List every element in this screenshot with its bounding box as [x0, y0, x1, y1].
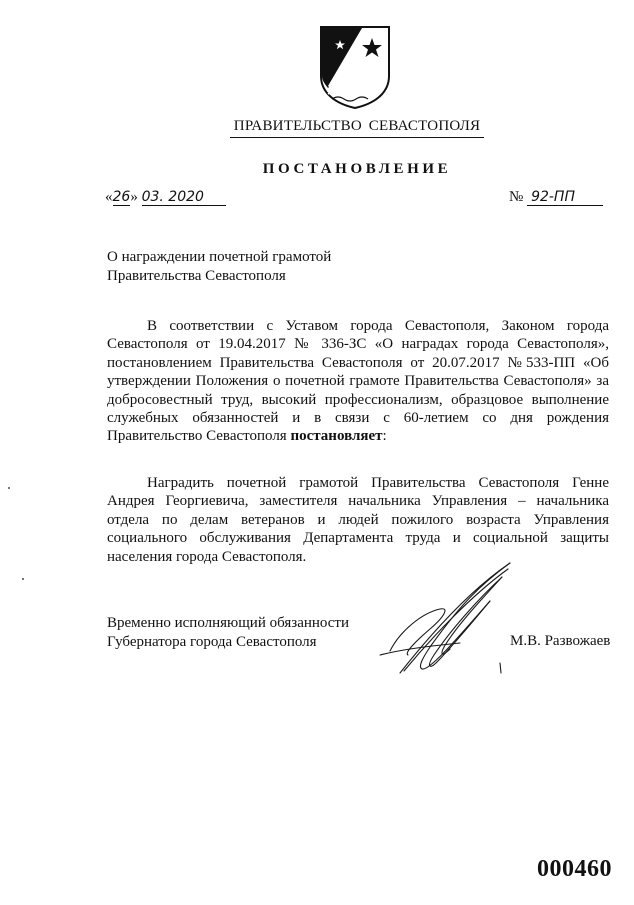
government-name: [0, 118, 634, 138]
date-month-year: 03. 2020: [142, 189, 226, 206]
preamble-text: В соответствии с Уставом города Севастополя, Законом города Севастополя от 19.04.2017 № 336-ЗС «О наградах города Севастополя», постановлением Правительства Севастополя от 20.07.2017 №533-ПП «Об утверждении Положения о почетной грамоте Правительства Севастополя» за добросовестный труд, высокий профессионализм, образцовое выполнение служебных обязанностей и в связи с 60-летием со дня рождения Правительство Севастополя: [107, 318, 609, 445]
form-serial-number: 000460: [537, 856, 612, 882]
government-name-text: ПРАВИТЕЛЬСТВО СЕВАСТОПОЛЯ: [230, 118, 484, 138]
number-sign: №: [509, 189, 524, 205]
date-day: 26: [112, 189, 131, 205]
coat-of-arms-icon: [318, 24, 392, 110]
signer-title-line-1: Временно исполняющий обязанности: [107, 615, 350, 631]
signer-title-line-2: Губернатора города Севастополя: [107, 634, 317, 650]
date-open-quote: «: [105, 189, 113, 205]
scan-speck: [22, 578, 24, 580]
number-value: 92-ПП: [527, 189, 603, 206]
preamble-colon: :: [382, 428, 387, 445]
document-date: [105, 189, 226, 206]
document-type-title: ПОСТАНОВЛЕНИЕ: [262, 161, 452, 177]
preamble-bold-verb: постановляет: [290, 428, 383, 445]
subject-line-2: Правительства Севастополя: [107, 268, 286, 284]
signer-name: М.В. Развожаев: [510, 633, 611, 649]
signature-icon: [360, 555, 520, 685]
handwritten-signature: [360, 555, 520, 685]
preamble-paragraph: [107, 317, 609, 446]
subject-line-1: О награждении почетной грамотой: [107, 249, 332, 265]
scan-speck: [8, 487, 10, 489]
document-number: [509, 189, 603, 206]
decision-paragraph: Наградить почетной грамотой Правительства Севастополя Генне Андрея Георгиевича, заместителя начальника Управления – начальника отдела по делам ветеранов и людей пожилого возраста Управления социального обслуживания Департамента труда и социальной защиты населения города Севастополя.: [107, 475, 609, 565]
signer-title: [107, 614, 349, 652]
coat-of-arms-emblem: [318, 24, 392, 110]
document-subject: [107, 248, 331, 286]
date-close-quote: »: [130, 189, 138, 205]
